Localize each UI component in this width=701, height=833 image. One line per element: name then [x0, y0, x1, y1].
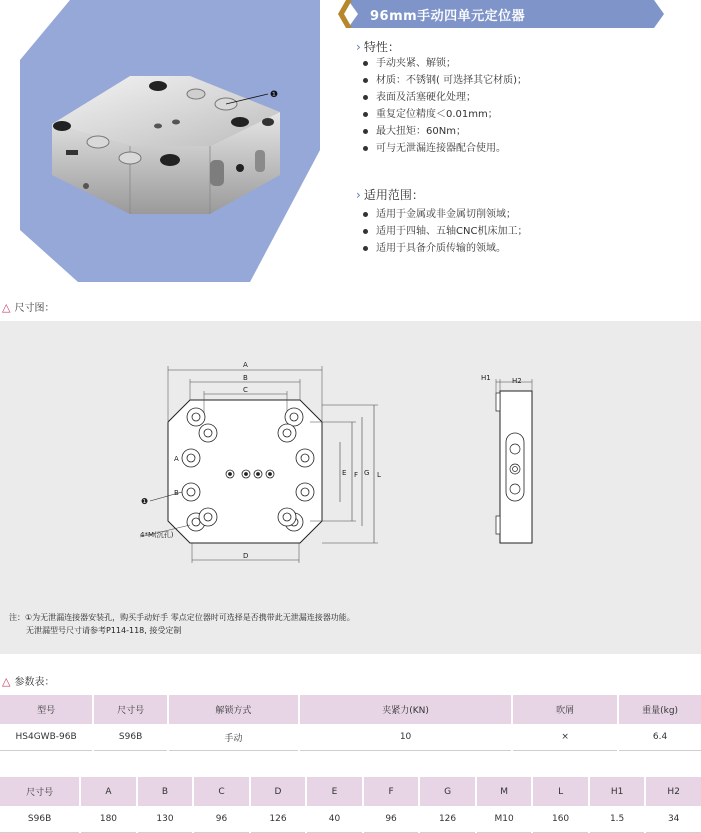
table-header-cell: L: [533, 777, 588, 806]
table-cell: M10: [477, 806, 532, 833]
dimension-drawing-panel: [0, 321, 701, 654]
table-header-cell: F: [364, 777, 419, 806]
table-header-cell: 夹紧力(KN): [300, 695, 511, 724]
table-header-cell: M: [477, 777, 532, 806]
table-cell: 130: [138, 806, 193, 833]
note-line-2: 无泄漏型号尺寸请参考P114-118, 接受定制: [26, 626, 182, 635]
table-cell: 126: [420, 806, 475, 833]
table-header-cell: D: [251, 777, 306, 806]
spec-table-2: [0, 777, 701, 833]
table-header-cell: B: [138, 777, 193, 806]
table-header-cell: 型号: [0, 695, 92, 724]
table-cell: 34: [646, 806, 701, 833]
table-header-cell: 解锁方式: [169, 695, 298, 724]
table-cell: 180: [81, 806, 136, 833]
chevron-right-icon: ›: [356, 188, 361, 202]
dim-label-G: G: [364, 469, 370, 477]
dim-label-A: A: [243, 361, 248, 369]
table-header-cell: H2: [646, 777, 701, 806]
product-photo: [0, 0, 330, 282]
triangle-icon: △: [2, 301, 11, 314]
triangle-icon: △: [2, 675, 11, 688]
left-label-A: A: [174, 455, 179, 463]
table-cell: S96B: [94, 724, 167, 751]
page-title: 96mm手动四单元定位器: [370, 9, 526, 24]
dim-label-E: E: [342, 469, 347, 477]
table-header-cell: G: [420, 777, 475, 806]
table-cell: HS4GWB-96B: [0, 724, 92, 751]
list-item: 可与无泄漏连接器配合使用。: [360, 140, 527, 157]
table-cell: S96B: [0, 806, 79, 833]
list-item: 材质：不锈钢( 可选择其它材质)；: [360, 72, 527, 89]
table-cell: 96: [364, 806, 419, 833]
table-cell: 40: [307, 806, 362, 833]
table-cell: 手动: [169, 724, 298, 751]
note-line-1: 注：①为无泄漏连接器安装孔，购买手动好手 零点定位器时可选择是否携带此无泄漏连接器功能。: [9, 613, 355, 622]
dim-label-D: D: [243, 552, 249, 560]
scope-list: [360, 206, 527, 257]
table-header-cell: 尺寸号: [0, 777, 79, 806]
table-cell: 96: [194, 806, 249, 833]
table-cell: 126: [251, 806, 306, 833]
table-cell: 10: [300, 724, 511, 751]
list-item: 适用于四轴、五轴CNC机床加工；: [360, 223, 527, 240]
list-item: 适用于具备介质传输的领域。: [360, 240, 527, 257]
dim-label-C: C: [243, 386, 248, 394]
table-header-cell: H1: [590, 777, 645, 806]
features-heading: › 特性：: [356, 40, 400, 54]
list-item: 最大扭矩：60Nm；: [360, 123, 527, 140]
scope-heading: › 适用范围：: [356, 188, 424, 202]
dim-label-H2: H2: [512, 377, 522, 385]
dimension-drawing: [0, 321, 701, 654]
table-header-cell: E: [307, 777, 362, 806]
table-header-cell: A: [81, 777, 136, 806]
table-header-cell: 尺寸号: [94, 695, 167, 724]
left-label-B: B: [174, 489, 179, 497]
table-header-cell: 重量(kg): [619, 695, 701, 724]
dimension-section-title: △ 尺寸图：: [2, 301, 55, 314]
drawing-callout: ❶: [141, 497, 149, 506]
table-cell: 160: [533, 806, 588, 833]
table-header-cell: 吹屑: [513, 695, 617, 724]
dim-label-H1: H1: [481, 374, 491, 382]
list-item: 适用于金属或非金属切削领域；: [360, 206, 527, 223]
table-cell: ×: [513, 724, 617, 751]
photo-callout: ❶: [270, 90, 279, 100]
spec-table-1: [0, 695, 701, 751]
hole-label: 4*M(沉孔): [140, 531, 174, 539]
dim-label-B: B: [243, 374, 248, 382]
list-item: 重复定位精度＜0.01mm；: [360, 106, 527, 123]
features-list: [360, 55, 527, 157]
list-item: 手动夹紧、解锁；: [360, 55, 527, 72]
list-item: 表面及活塞硬化处理；: [360, 89, 527, 106]
params-section-title: △ 参数表：: [2, 675, 55, 688]
dim-label-F: F: [354, 471, 359, 479]
dim-label-L: L: [377, 471, 381, 479]
table-header-cell: C: [194, 777, 249, 806]
chevron-right-icon: ›: [356, 40, 361, 54]
table-cell: 6.4: [619, 724, 701, 751]
table-cell: 1.5: [590, 806, 645, 833]
